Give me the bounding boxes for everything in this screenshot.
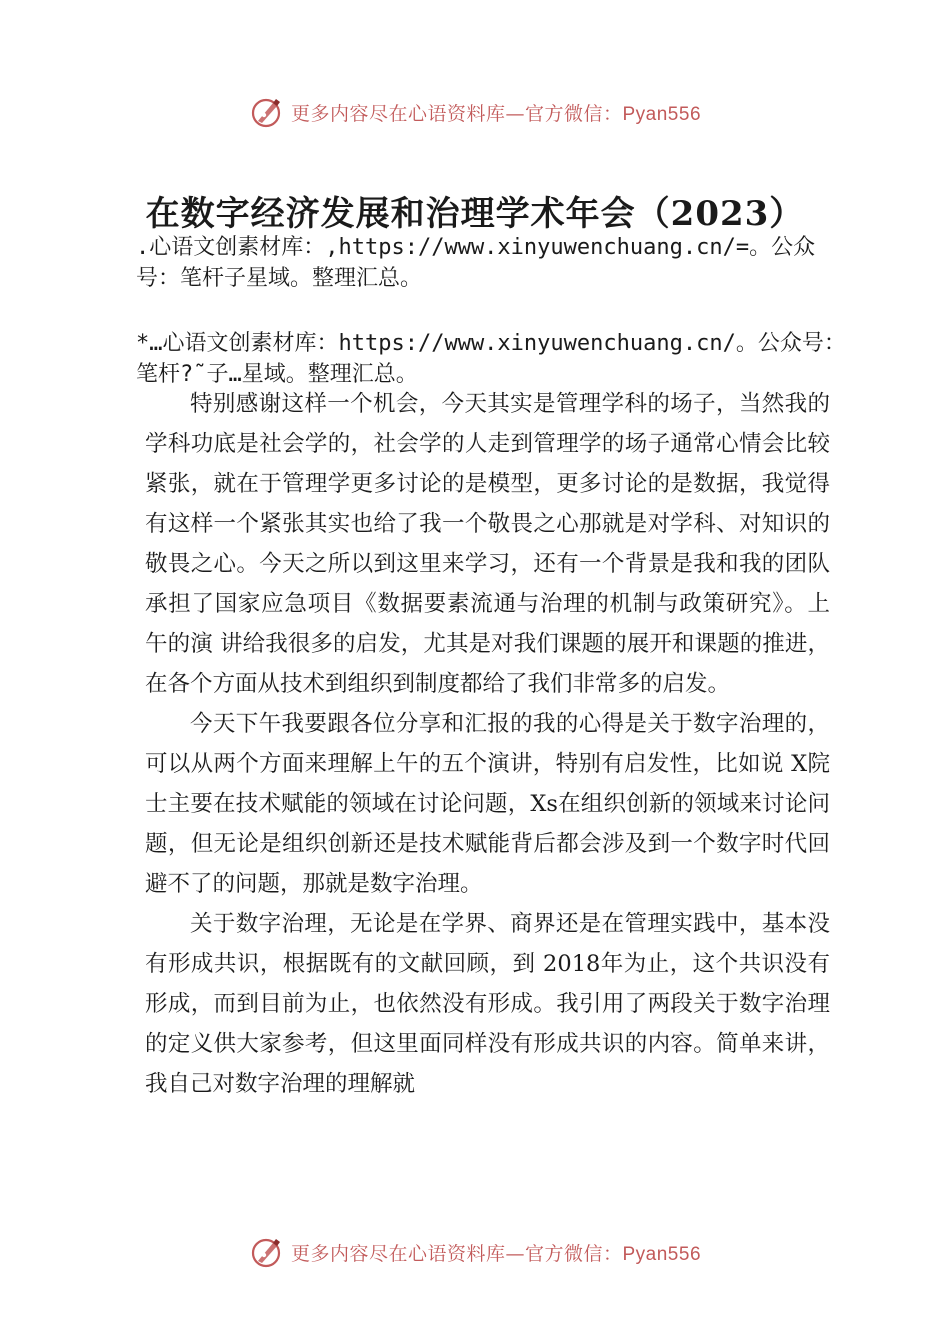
pen-logo-icon [249,1235,283,1269]
document-title: 在数字经济发展和治理学术年会（2023） [145,194,805,234]
banner-text: 更多内容尽在心语资料库—官方微信：Pyan556 [290,1242,702,1265]
paragraph-3: 关于数字治理，无论是在学界、商界还是在管理实践中，基本没有形成共识，根据既有的文献回顾，到 2018年为止，这个共识没有形成，而到目前为止，也依然没有形成。我引用了两段关于数字治理的定义供大家参考，但这里面同样没有形成共识的内容。简单来讲，我自己对数字治理的理解就 [145,911,830,1097]
pen-logo-icon [249,95,283,129]
document-body [145,384,830,1104]
source-note-1: .心语文创素材库：,https://www.xinyuwenchuang.cn/=。公众号：笔杆子星域。整理汇总。 [136,235,816,291]
paragraph-1: 特别感谢这样一个机会，今天其实是管理学科的场子，当然我的学科功底是社会学的，社会学的人走到管理学的场子通常心情会比较紧张，就在于管理学更多讨论的是模型，更多讨论的是数据，我觉得有这样一个紧张其实也给了我一个敬畏之心那就是对学科、对知识的敬畏之心。今天之所以到这里来学习，还有一个背景是我和我的团队承担了国家应急项目《数据要素流通与治理的机制与政策研究》。上午的演 讲给我很多的启发，尤其是对我们课题的展开和课题的推进， 在各个方面从技术到组织到制度都给了我们非常多的启发。 [145,391,830,697]
header-banner [0,92,950,132]
paragraph-2: 今天下午我要跟各位分享和汇报的我的心得是关于数字治理的，可以从两个方面来理解上午的五个演讲，特别有启发性，比如说 X院士主要在技术赋能的领域在讨论问题，Xs在组织创新的领域来讨论问题，但无论是组织创新还是技术赋能背后都会涉及到一个数字时代回避不了的问题，那就是数字治理。 [145,711,830,897]
source-note-2: *…心语文创素材库：https://www.xinyuwenchuang.cn/。公众号：笔杆?˜子…星域。整理汇总。 [136,331,846,387]
banner-text: 更多内容尽在心语资料库—官方微信：Pyan556 [290,102,702,125]
footer-banner [0,1232,950,1272]
